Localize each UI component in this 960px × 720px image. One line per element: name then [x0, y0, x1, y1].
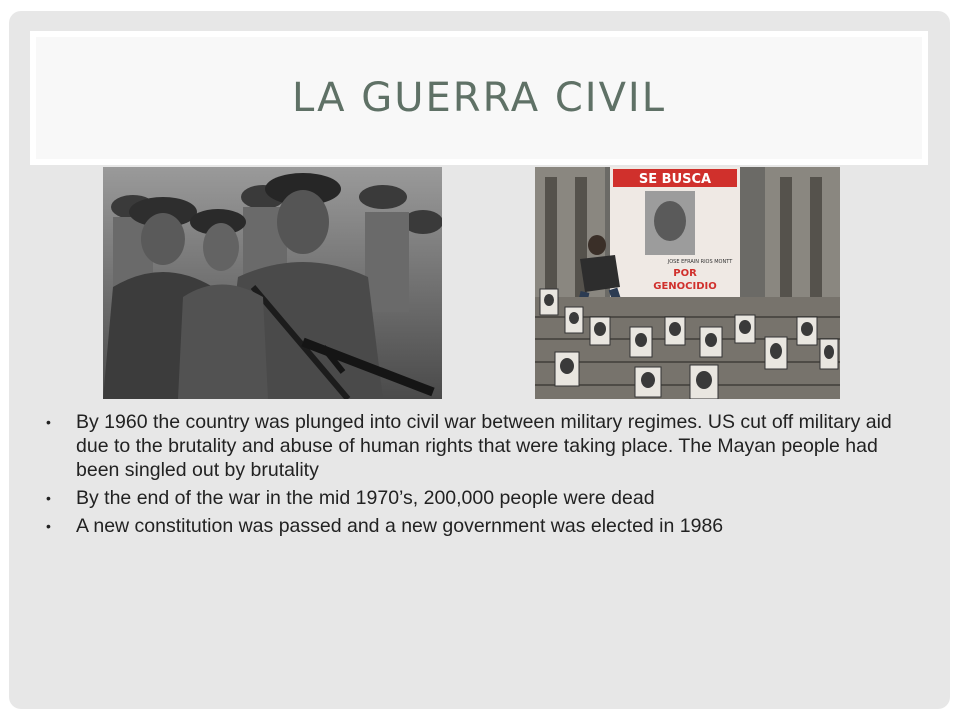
bullet-dot-icon: • — [46, 490, 51, 506]
slide-title: LA GUERRA CIVIL — [291, 75, 667, 121]
sign-top-text: SE BUSCA — [638, 172, 712, 187]
protest-illustration — [535, 167, 840, 399]
sign-caption-text: JOSE EFRAIN RIOS MONTT — [667, 259, 733, 265]
protest-photo — [535, 167, 840, 399]
sign-genocidio-text: GENOCIDIO — [653, 281, 717, 292]
soldiers-photo — [103, 167, 442, 399]
bullet-list — [40, 410, 910, 542]
bullet-item — [40, 514, 910, 538]
sign-por-text: POR — [673, 268, 697, 279]
bullet-text: By 1960 the country was plunged into civil war between military regimes. US cut off military aid due to the brutality and abuse of human rights that were taking place. The Mayan people had been singled out by brutality — [76, 411, 892, 481]
bullet-item — [40, 486, 910, 510]
bullet-item — [40, 410, 910, 482]
title-panel — [30, 31, 928, 165]
soldiers-illustration — [103, 167, 442, 399]
bullet-dot-icon: • — [46, 518, 51, 534]
bullet-dot-icon: • — [46, 414, 51, 430]
bullet-text: A new constitution was passed and a new government was elected in 1986 — [76, 515, 724, 537]
bullet-text: By the end of the war in the mid 1970’s, 200,000 people were dead — [76, 487, 655, 509]
